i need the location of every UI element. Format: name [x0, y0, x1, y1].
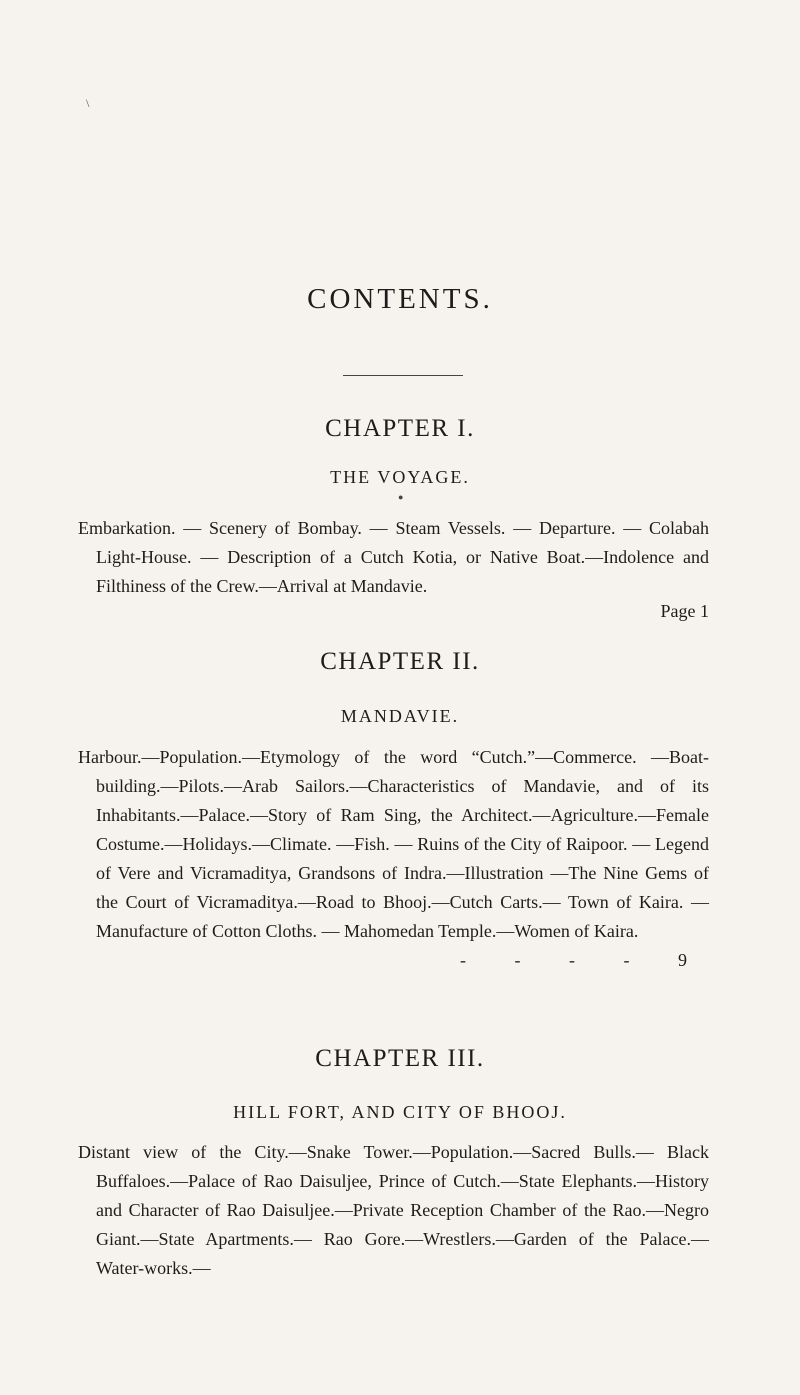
chapter-1-summary: Embarkation. — Scenery of Bombay. — Steam Vessels. — Departure. — Colabah Light-House. — Description of a Cutch Kotia, or Native Boat.—Indolence and Filthiness of the Crew.—Arrival at Mandavie. — [78, 518, 709, 596]
chapter-3-summary: Distant view of the City.—Snake Tower.—Population.—Sacred Bulls.— Black Buffaloes.—Palace of Rao Daisuljee, Prince of Cutch.—State Elephants.—History and Character of Rao Daisuljee.—Private Reception Chamber of the Rao.—Negro Giant.—State Apartments.— Rao Gore.—Wrestlers.—Garden of the Palace.—Water-works.— — [78, 1142, 709, 1278]
chapter-2-summary — [78, 743, 709, 975]
chapter-1-heading: CHAPTER I. — [325, 415, 475, 442]
stray-mark: \ — [86, 96, 90, 110]
chapter-2-page-ref: - - - - 9 — [460, 950, 709, 970]
chapter-1-subtitle: THE VOYAGE. — [330, 467, 470, 487]
contents-title: CONTENTS. — [307, 283, 493, 315]
chapter-2-heading: CHAPTER II. — [320, 648, 480, 675]
chapter-3-heading: CHAPTER III. — [315, 1045, 485, 1072]
chapter-2-page-leader — [460, 946, 709, 975]
title-rule — [343, 375, 463, 376]
chapter-3-subtitle: HILL FORT, AND CITY OF BHOOJ. — [233, 1102, 567, 1122]
chapter-1-page-ref: Page 1 — [660, 601, 709, 621]
chapter-2-subtitle: MANDAVIE. — [340, 706, 460, 726]
chapter-2-summary-text: Harbour.—Population.—Etymology of the word “Cutch.”—Commerce. —Boat-building.—Pilots.—Arab Sailors.—Characteristics of Mandavie, and of its Inhabitants.—Palace.—Story of Ram Sing, the Architect.—Agriculture.—Female Costume.—Holidays.—Climate. —Fish. — Ruins of the City of Raipoor. — Legend of Vere and Vicramaditya, Grandsons of Indra.—Illustration —The Nine Gems of the Court of Vicramaditya.—Road to Bhooj.—Cutch Carts.— Town of Kaira. — Manufacture of Cotton Cloths. — Mahomedan Temple.—Women of Kaira. — [78, 747, 709, 941]
ornament-dot: ● — [398, 492, 404, 502]
